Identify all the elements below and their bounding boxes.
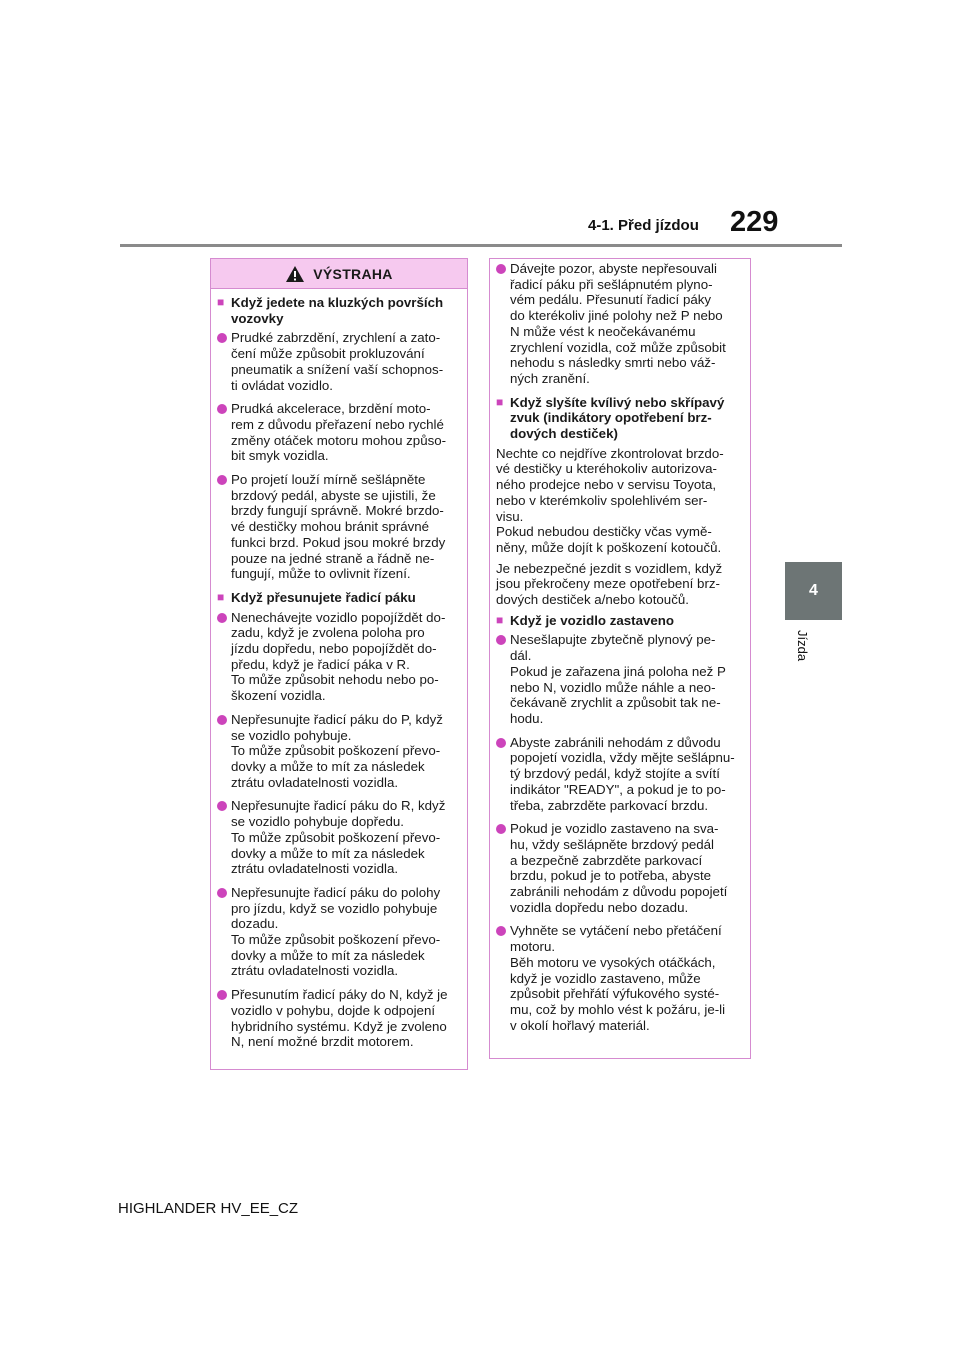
bullet-dot-icon — [217, 801, 227, 811]
warning-triangle-icon — [285, 265, 305, 283]
bullet-dot-icon — [217, 404, 227, 414]
bullet-dot-icon — [496, 824, 506, 834]
bullet-item: Abyste zabránili nehodám z důvodu popojetí vozidla, vždy mějte sešlápnu- tý brzdový pedál, když stojíte a svítí indikátor "READY", a pokud je to po- třeba, zabrzděte parkovací brzdu. — [496, 735, 745, 814]
chapter-title: Jízda — [795, 630, 810, 662]
bullet-item: Nenechávejte vozidlo popojíždět do- zadu, když je zvolena poloha pro jízdu dopředu, nebo popojíždět do- předu, když je řadicí páka v R. To může způsobit nehodu nebo po- škození vozidla. — [217, 610, 462, 704]
bullet-dot-icon — [496, 738, 506, 748]
subheading: ■ Když slyšíte kvílivý nebo skřípavý zvuk (indikátory opotřebení brz-dových destiček) — [496, 394, 725, 442]
warning-title: VÝSTRAHA — [313, 265, 393, 282]
bullet-dot-icon — [217, 990, 227, 1000]
bullet-dot-icon — [217, 333, 227, 343]
warning-right-column — [490, 259, 750, 1033]
bullet-dot-icon — [496, 926, 506, 936]
header-divider — [120, 244, 842, 247]
bullet-item: Vyhněte se vytáčení nebo přetáčení motoru. Běh motoru ve vysokých otáčkách, když je vozidlo zastaveno, může způsobit přehřátí výfukového systé- mu, což by mohlo vést k požáru, je-li v okolí hořlavý materiál. — [496, 923, 745, 1033]
bullet-dot-icon — [217, 475, 227, 485]
warning-box — [210, 258, 468, 1070]
bullet-item: Nesešlapujte zbytečně plynový pe- dál. Pokud je zařazena jiná poloha než P nebo N, vozidlo může náhle a neo- čekávaně zrychlit a způsobit tak ne- hodu. — [496, 632, 745, 726]
model-code: HIGHLANDER HV_EE_CZ — [118, 1200, 299, 1217]
bullet-dot-icon — [496, 264, 506, 274]
bullet-dot-icon — [217, 613, 227, 623]
bullet-item: Nepřesunujte řadicí páku do R, když se vozidlo pohybuje dopředu. To může způsobit poškození převo- dovky a může to mít za následek ztrátu ovladatelnosti vozidla. — [217, 798, 462, 877]
bullet-dot-icon — [217, 888, 227, 898]
bullet-dot-icon — [496, 635, 506, 645]
square-bullet-icon: ■ — [217, 589, 225, 604]
warning-right-column-box — [489, 258, 751, 1059]
bullet-item: Nepřesunujte řadicí páku do polohy pro jízdu, když se vozidlo pohybuje dozadu. To může způsobit poškození převo- dovky a může to mít za následek ztrátu ovladatelnosti vozidla. — [217, 885, 462, 979]
warning-header — [211, 259, 467, 289]
bullet-item: Dávejte pozor, abyste nepřesouvali řadicí páku při sešlápnutém plyno- vém pedálu. Přesunutí řadicí páky do kterékoliv jiné polohy než P nebo N může vést k neočekávanému zrychlení vozidla, což může způsobit nehodu s následky smrti nebo váž- ných zranění. — [496, 261, 745, 387]
bullet-item: Nepřesunujte řadicí páku do P, když se vozidlo pohybuje. To může způsobit poškození převo- dovky a může to mít za následek ztrátu ovladatelnosti vozidla. — [217, 712, 462, 791]
page-number: 229 — [730, 206, 779, 238]
bullet-item: Prudká akcelerace, brzdění moto- rem z důvodu přeřazení nebo rychlé změny otáček motoru mohou způso- bit smyk vozidla. — [217, 401, 462, 464]
subheading: ■ Když je vozidlo zastaveno — [496, 612, 675, 628]
chapter-tab[interactable]: 4 — [785, 562, 842, 620]
warning-left-column — [211, 289, 467, 1050]
bullet-item: Po projetí louží mírně sešlápněte brzdový pedál, abyste se ujistili, že brzdy fungují správně. Mokré brzdo- vé destičky mohou bránit správné funkci brzd. Pokud jsou mokré brzdy pouze na jedné straně a řádně ne- fungují, může to ovlivnit řízení. — [217, 472, 462, 582]
square-bullet-icon: ■ — [496, 394, 504, 409]
bullet-item: Pokud je vozidlo zastaveno na sva- hu, vždy sešlápněte brzdový pedál a bezpečně zabrzděte parkovací brzdu, pokud je to potřeba, abyste zabránili nehodám z důvodu popojetí vozidla dopředu nebo dozadu. — [496, 821, 745, 915]
bullet-dot-icon — [217, 715, 227, 725]
square-bullet-icon: ■ — [217, 295, 225, 309]
square-bullet-icon: ■ — [496, 612, 504, 627]
subheading: ■ Když jedete na kluzkých površích vozovky — [217, 295, 444, 326]
bullet-item: Prudké zabrzdění, zrychlení a zato- čení může způsobit prokluzování pneumatik a snížení vaší schopnos- ti ovládat vozidlo. — [217, 330, 462, 393]
paragraph: Je nebezpečné jezdit s vozidlem, když jsou překročeny meze opotřebení brz- dových destiček a/nebo kotoučů. — [496, 560, 723, 608]
section-title: 4-1. Před jízdou — [588, 217, 699, 234]
bullet-item: Přesunutím řadicí páky do N, když je vozidlo v pohybu, dojde k odpojení hybridního systému. Když je zvoleno N, není možné brzdit motorem. — [217, 987, 462, 1050]
subheading: ■ Když přesunujete řadicí páku — [217, 589, 416, 605]
paragraph: Nechte co nejdříve zkontrolovat brzdo- vé destičky u kteréhokoliv autorizova- ného prodejce nebo v servisu Toyota, nebo v kterémkoliv spolehlivém ser- visu. Pokud nebudou destičky včas vymě- něny, může dojít k poškození kotoučů. — [496, 445, 724, 555]
